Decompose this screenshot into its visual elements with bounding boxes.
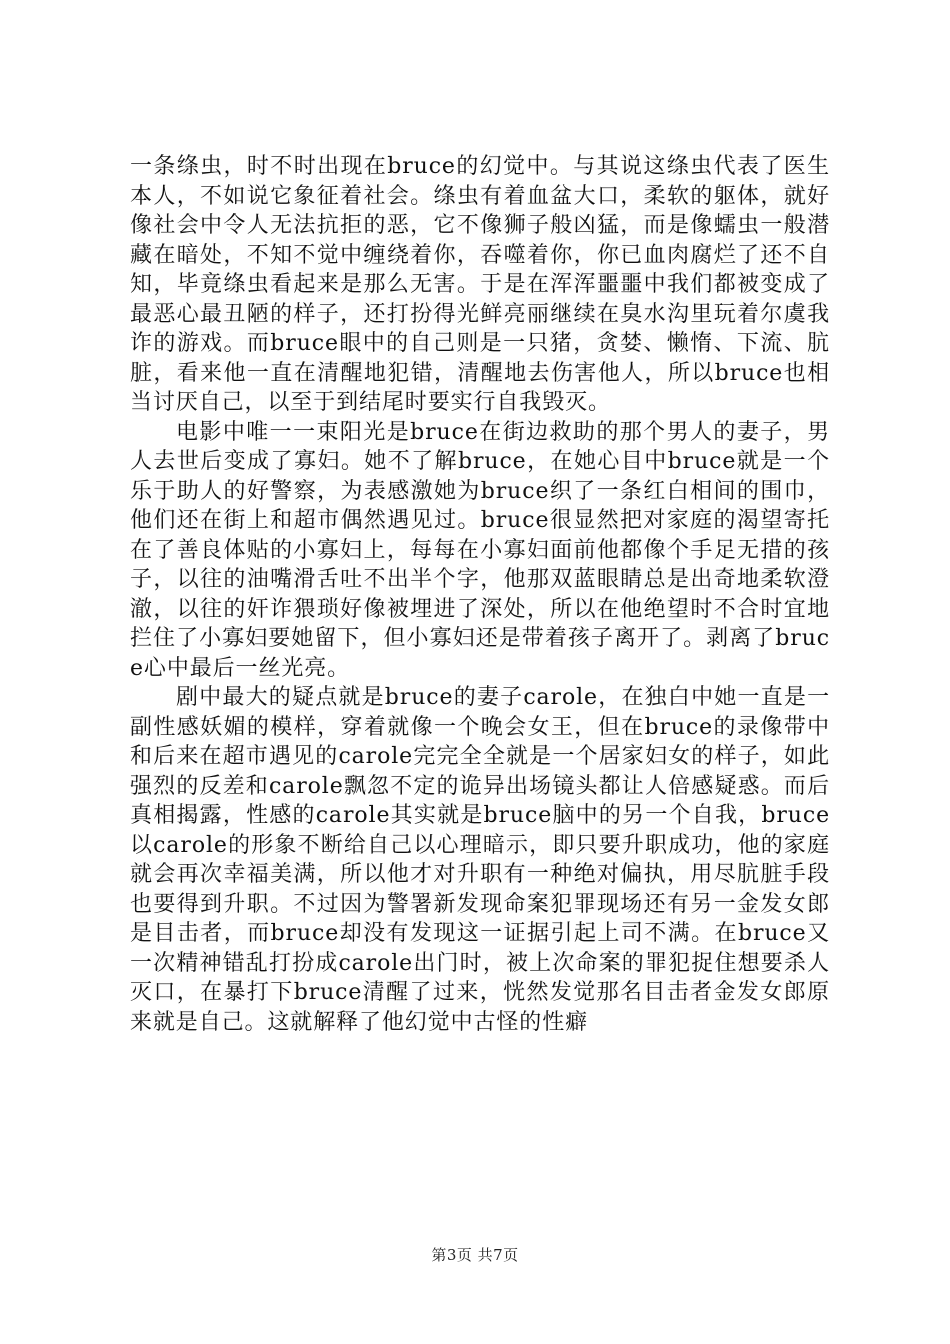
paragraph-tapeworm: 一条绦虫，时不时出现在bruce的幻觉中。与其说这绦虫代表了医生本人，不如说它象征着社会。绦虫有着血盆大口，柔软的躯体，就好像社会中令人无法抗拒的恶，它不像狮子般凶猛，而是像蠕虫一般潜藏在暗处，不知不觉中缠绕着你，吞噬着你，你已血肉腐烂了还不自知，毕竟绦虫看起来是那么无害。于是在浑浑噩噩中我们都被变成了最恶心最丑陋的样子，还打扮得光鲜亮丽继续在臭水沟里玩着尔虞我诈的游戏。而bruce眼中的自己则是一只猪，贪婪、懒惰、下流、肮脏，看来他一直在清醒地犯错，清醒地去伤害他人，所以bruce也相当讨厌自己，以至于到结尾时要实行自我毁灭。 bbox=[130, 154, 830, 415]
document-body bbox=[130, 152, 830, 1037]
paragraph-carole: 剧中最大的疑点就是bruce的妻子carole，在独白中她一直是一副性感妖媚的模样，穿着就像一个晚会女王，但在bruce的录像带中和后来在超市遇见的carole完完全全就是一个居家妇女的样子，如此强烈的反差和carole飘忽不定的诡异出场镜头都让人倍感疑惑。而后真相揭露，性感的carole其实就是bruce脑中的另一个自我，bruce以carole的形象不断给自己以心理暗示，即只要升职成功，他的家庭就会再次幸福美满，所以他才对升职有一种绝对偏执，用尽肮脏手段也要得到升职。不过因为警署新发现命案犯罪现场还有另一金发女郎是目击者，而bruce却没有发现这一证据引起上司不满。在bruce又一次精神错乱打扮成carole出门时，被上次命案的罪犯捉住想要杀人灭口，在暴打下bruce清醒了过来，恍然发觉那名目击者金发女郎原来就是自己。这就解释了他幻觉中古怪的性癖 bbox=[130, 685, 830, 1035]
paragraph-widow: 电影中唯一一束阳光是bruce在街边救助的那个男人的妻子，男人去世后变成了寡妇。她不了解bruce，在她心目中bruce就是一个乐于助人的好警察，为表感激她为bruce织了一条红白相间的围巾，他们还在街上和超市偶然遇见过。bruce很显然把对家庭的渴望寄托在了善良体贴的小寡妇上，每每在小寡妇面前他都像个手足无措的孩子，以往的油嘴滑舌吐不出半个字，他那双蓝眼睛总是出奇地柔软澄澈，以往的奸诈猥琐好像被埋进了深处，所以在他绝望时不合时宜地拦住了小寡妇要她留下，但小寡妇还是带着孩子离开了。剥离了bruce心中最后一丝光亮。 bbox=[130, 419, 830, 681]
page-number-footer: 第3页 共7页 bbox=[431, 1246, 519, 1264]
